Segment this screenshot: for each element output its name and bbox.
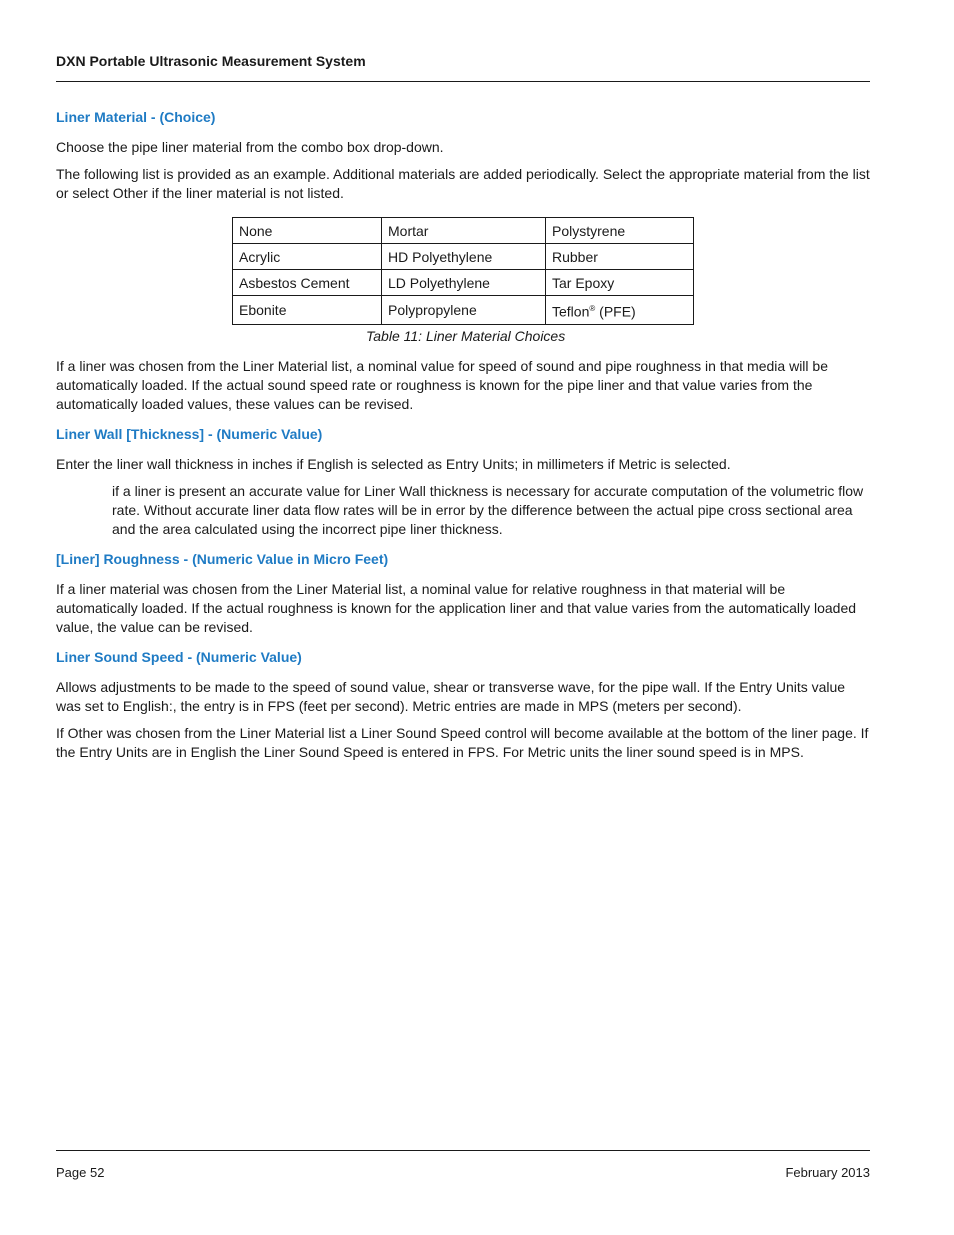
table-cell: Polystyrene	[546, 218, 694, 244]
document-header-title: DXN Portable Ultrasonic Measurement System	[56, 53, 366, 69]
paragraph: The following list is provided as an example. Additional materials are added periodically. Select the appropriate material from the list or select Other if the liner material is not listed.	[56, 166, 870, 201]
footer-divider	[56, 1150, 870, 1151]
table-cell: LD Polyethylene	[382, 270, 546, 296]
paragraph: Enter the liner wall thickness in inches if English is selected as Entry Units; in millimeters if Metric is selected.	[56, 455, 731, 472]
table-cell: Tar Epoxy	[546, 270, 694, 296]
header-divider	[56, 81, 870, 82]
page-content	[56, 108, 870, 770]
table-cell: Polypropylene	[382, 296, 546, 325]
section-liner-wall	[56, 425, 870, 539]
section-liner-material	[56, 108, 870, 414]
table-cell: Acrylic	[233, 244, 382, 270]
table-cell: Asbestos Cement	[233, 270, 382, 296]
section-roughness	[56, 550, 870, 637]
teflon-label: Teflon	[552, 303, 590, 320]
table-row	[233, 270, 694, 296]
table-cell-teflon	[546, 296, 694, 325]
registered-mark: ®	[589, 304, 596, 313]
section-sound-speed	[56, 648, 870, 762]
paragraph: If a liner was chosen from the Liner Material list, a nominal value for speed of sound and pipe roughness in that media will be automatically loaded. If the actual sound speed rate or roughness is known for the pipe liner and that value varies from the automatically loaded values, these values can be revised.	[56, 357, 828, 412]
paragraph: Allows adjustments to be made to the speed of sound value, shear or transverse wave, for the pipe wall. If the Entry Units value was set to English:, the entry is in FPS (feet per second). Metric entries are made in MPS (meters per second).	[56, 678, 846, 714]
table-cell: HD Polyethylene	[382, 244, 546, 270]
table-row	[233, 244, 694, 270]
page-number: Page 52	[56, 1165, 105, 1180]
table-cell: None	[233, 218, 382, 244]
heading-liner-material: Liner Material - (Choice)	[56, 109, 216, 125]
table-row	[233, 296, 694, 325]
heading-roughness: [Liner] Roughness - (Numeric Value in Micro Feet)	[56, 550, 389, 567]
paragraph: Choose the pipe liner material from the combo box drop-down.	[56, 139, 444, 155]
table-cell: Ebonite	[233, 296, 382, 325]
document-date: February 2013	[785, 1165, 870, 1180]
note-paragraph: if a liner is present an accurate value for Liner Wall thickness is necessary for accurate computation of the volumetric flow rate. Without accurate liner data flow rates will be in error by the difference between the actual pipe cross sectional area and the area calculated using the incorrect pipe liner thickness.	[112, 482, 864, 537]
table-cell: Rubber	[546, 244, 694, 270]
table-caption: Table 11: Liner Material Choices	[366, 327, 566, 344]
heading-liner-wall: Liner Wall [Thickness] - (Numeric Value)	[56, 425, 323, 442]
table-row	[233, 218, 694, 244]
teflon-suffix: (PFE)	[595, 303, 636, 320]
paragraph: If Other was chosen from the Liner Material list a Liner Sound Speed control will become available at the bottom of the liner page. If the Entry Units are in English the Liner Sound Speed is entered in FPS. For Metric units the liner sound speed is in MPS.	[56, 724, 869, 760]
paragraph: If a liner material was chosen from the Liner Material list, a nominal value for relative roughness in that material will be automatically loaded. If the actual roughness is known for the application liner and that value varies from the automatically loaded value, the value can be revised.	[56, 580, 857, 635]
liner-material-table	[232, 217, 694, 325]
table-cell: Mortar	[382, 218, 546, 244]
heading-sound-speed: Liner Sound Speed - (Numeric Value)	[56, 648, 302, 665]
